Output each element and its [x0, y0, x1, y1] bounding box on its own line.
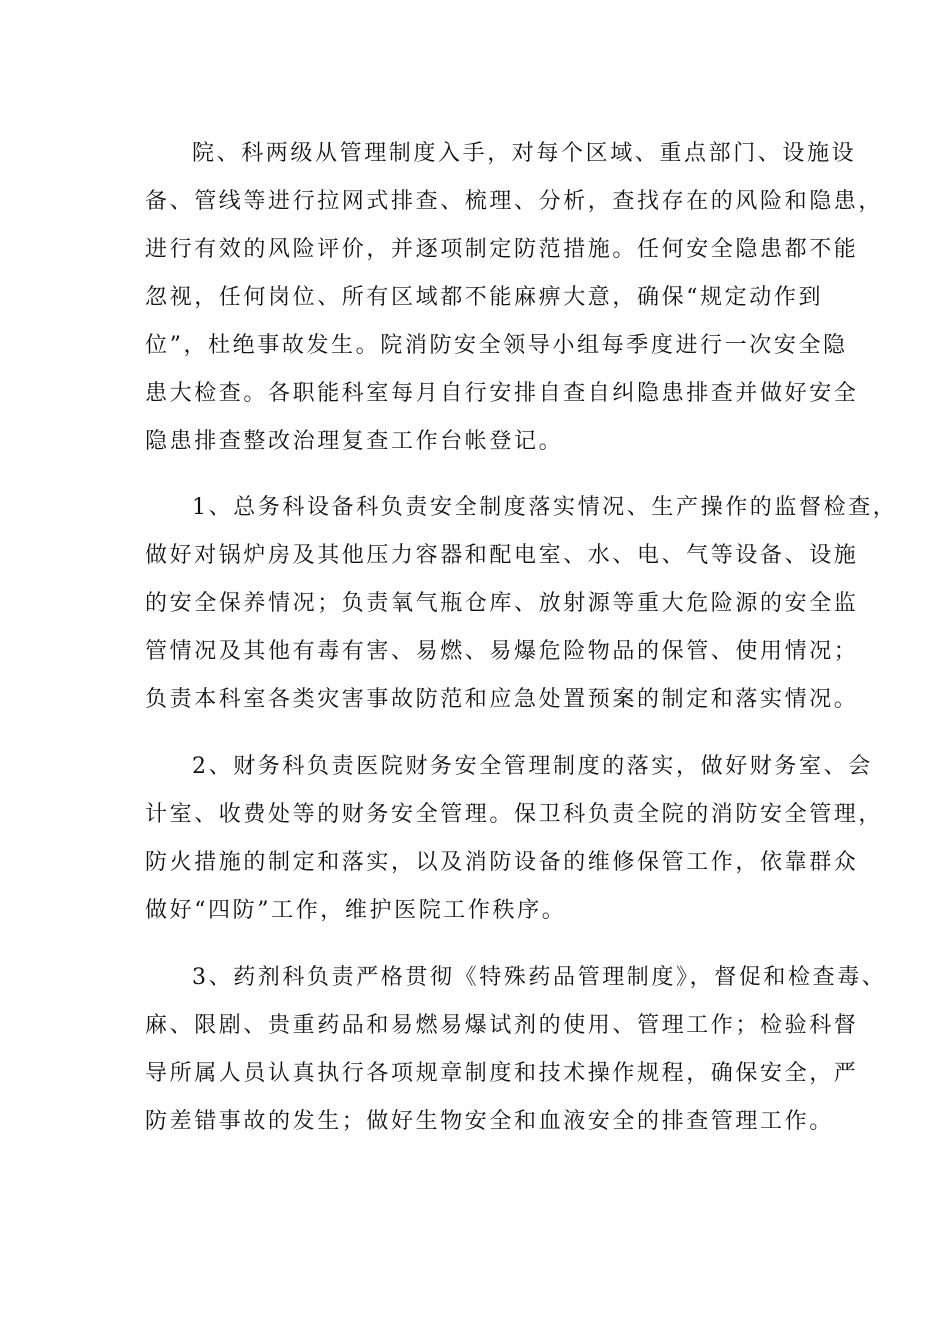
paragraph-3-line-4: 做好“四防”工作，维护医院工作秩序。: [145, 898, 567, 923]
paragraph-2-line-5: 负责本科室各类灾害事故防范和应急处置预案的制定和落实情况。: [145, 687, 859, 712]
paragraph-2-line-4: 管情况及其他有毒有害、易燃、易爆危险物品的保管、使用情况；: [145, 639, 859, 664]
paragraph-2-line-3: 的安全保养情况；负责氧气瓶仓库、放射源等重大危险源的安全监: [145, 591, 859, 616]
paragraph-3-line-2: 计室、收费处等的财务安全管理。保卫科负责全院的消防安全管理，: [145, 802, 884, 827]
paragraph-1-line-5: 位”，杜绝事故发生。院消防安全领导小组每季度进行一次安全隐: [145, 333, 848, 358]
paragraph-2-line-2: 做好对锅炉房及其他压力容器和配电室、水、电、气等设备、设施: [145, 543, 859, 568]
paragraph-1-line-3: 进行有效的风险评价，并逐项制定防范措施。任何安全隐患都不能: [145, 237, 859, 262]
paragraph-4-line-1: 3、药剂科负责严格贯彻《特殊药品管理制度》，督促和检查毒、: [192, 965, 887, 990]
paragraph-1-line-1: 院、科两级从管理制度入手，对每个区域、重点部门、设施设: [192, 141, 857, 166]
paragraph-1-line-4: 忽视，任何岗位、所有区域都不能麻痹大意，确保“规定动作到: [145, 285, 824, 310]
paragraph-1-line-2: 备、管线等进行拉网式排查、梳理、分析，查找存在的风险和隐患，: [145, 189, 884, 214]
paragraph-1-line-6: 患大检查。各职能科室每月自行安排自查自纠隐患排查并做好安全: [145, 381, 859, 406]
paragraph-1-line-7: 隐患排查整改治理复查工作台帐登记。: [145, 429, 564, 454]
paragraph-4-line-2: 麻、限剧、贵重药品和易燃易爆试剂的使用、管理工作；检验科督: [145, 1013, 859, 1038]
paragraph-3-line-1: 2、财务科负责医院财务安全管理制度的落实，做好财务室、会: [192, 754, 873, 779]
paragraph-2-line-1: 1、总务科设备科负责安全制度落实情况、生产操作的监督检查，: [192, 495, 898, 520]
paragraph-4-line-3: 导所属人员认真执行各项规章制度和技术操作规程，确保安全，严: [145, 1061, 859, 1086]
paragraph-3-line-3: 防火措施的制定和落实，以及消防设备的维修保管工作，依靠群众: [145, 850, 859, 875]
paragraph-4-line-4: 防差错事故的发生；做好生物安全和血液安全的排查管理工作。: [145, 1109, 834, 1134]
